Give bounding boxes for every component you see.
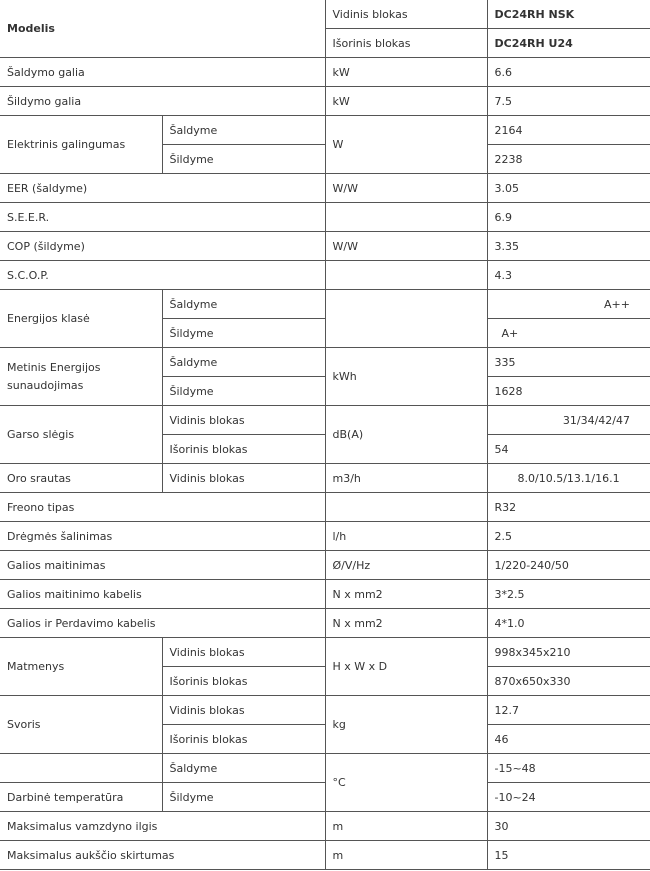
param-value: 46 (487, 725, 650, 754)
param-name: EER (šaldyme) (0, 174, 325, 203)
param-value: 3.35 (487, 232, 650, 261)
param-unit: m (325, 841, 487, 870)
param-unit: W/W (325, 174, 487, 203)
param-value: 2.5 (487, 522, 650, 551)
param-unit: m3/h (325, 464, 487, 493)
param-sub-label: Šildyme (162, 377, 325, 406)
param-name: Šaldymo galia (0, 58, 325, 87)
param-value: 8.0/10.5/13.1/16.1 (487, 464, 650, 493)
indoor-model-value: DC24RH NSK (487, 0, 650, 29)
param-name: Galios maitinimo kabelis (0, 580, 325, 609)
param-unit: l/h (325, 522, 487, 551)
param-name: Darbinė temperatūra (0, 783, 162, 812)
param-unit: kW (325, 87, 487, 116)
param-unit (325, 203, 487, 232)
param-sub-label: Šaldyme (162, 116, 325, 145)
param-value: R32 (487, 493, 650, 522)
param-unit: °C (325, 754, 487, 812)
param-name: Maksimalus vamzdyno ilgis (0, 812, 325, 841)
param-name: Metinis Energijos sunaudojimas (0, 348, 162, 406)
param-value: 3*2.5 (487, 580, 650, 609)
param-sub-label: Išorinis blokas (162, 667, 325, 696)
param-value: 4.3 (487, 261, 650, 290)
param-name: Energijos klasė (0, 290, 162, 348)
param-sub-label: Šildyme (162, 783, 325, 812)
param-name: Garso slėgis (0, 406, 162, 464)
param-name: Matmenys (0, 638, 162, 696)
param-name: Galios ir Perdavimo kabelis (0, 609, 325, 638)
param-unit (325, 290, 487, 348)
param-sub-label: Vidinis blokas (162, 464, 325, 493)
table-row (0, 696, 650, 725)
table-row (0, 261, 650, 290)
param-value: 335 (487, 348, 650, 377)
table-row (0, 203, 650, 232)
param-value: 2238 (487, 145, 650, 174)
table-row (0, 609, 650, 638)
table-row (0, 522, 650, 551)
param-unit: N x mm2 (325, 609, 487, 638)
param-value: 3.05 (487, 174, 650, 203)
table-row (0, 290, 650, 319)
param-name: Drėgmės šalinimas (0, 522, 325, 551)
table-row (0, 174, 650, 203)
param-unit: kg (325, 696, 487, 754)
param-name: Maksimalus aukščio skirtumas (0, 841, 325, 870)
model-header: Modelis (0, 0, 325, 58)
param-value: 15 (487, 841, 650, 870)
table-row (0, 493, 650, 522)
param-value: 31/34/42/47 (487, 406, 650, 435)
param-unit: kW (325, 58, 487, 87)
param-name-empty (0, 754, 162, 783)
param-unit: dB(A) (325, 406, 487, 464)
param-value: 1628 (487, 377, 650, 406)
indoor-unit-label: Vidinis blokas (325, 0, 487, 29)
param-name: Galios maitinimas (0, 551, 325, 580)
param-name: Elektrinis galingumas (0, 116, 162, 174)
param-name: Šildymo galia (0, 87, 325, 116)
param-name: S.C.O.P. (0, 261, 325, 290)
param-name: S.E.E.R. (0, 203, 325, 232)
param-unit: N x mm2 (325, 580, 487, 609)
param-sub-label: Vidinis blokas (162, 696, 325, 725)
table-row-model-indoor (0, 0, 650, 29)
param-unit: W/W (325, 232, 487, 261)
param-unit: Ø/V/Hz (325, 551, 487, 580)
param-sub-label: Išorinis blokas (162, 435, 325, 464)
param-value: -15~48 (487, 754, 650, 783)
param-value: A+ (487, 319, 650, 348)
table-row (0, 58, 650, 87)
param-unit: W (325, 116, 487, 174)
table-row (0, 116, 650, 145)
param-unit (325, 261, 487, 290)
outdoor-model-value: DC24RH U24 (487, 29, 650, 58)
table-row (0, 754, 650, 783)
param-value: 1/220-240/50 (487, 551, 650, 580)
table-row (0, 464, 650, 493)
param-value: 998x345x210 (487, 638, 650, 667)
param-value: A++ (487, 290, 650, 319)
table-row (0, 87, 650, 116)
param-value: 6.6 (487, 58, 650, 87)
table-row (0, 232, 650, 261)
param-sub-label: Vidinis blokas (162, 406, 325, 435)
param-unit: H x W x D (325, 638, 487, 696)
param-name: COP (šildyme) (0, 232, 325, 261)
param-unit (325, 493, 487, 522)
param-value: -10~24 (487, 783, 650, 812)
param-name: Svoris (0, 696, 162, 754)
param-value: 6.9 (487, 203, 650, 232)
outdoor-unit-label: Išorinis blokas (325, 29, 487, 58)
param-sub-label: Šildyme (162, 319, 325, 348)
param-value: 870x650x330 (487, 667, 650, 696)
param-name: Oro srautas (0, 464, 162, 493)
table-row (0, 812, 650, 841)
table-row (0, 580, 650, 609)
param-sub-label: Šaldyme (162, 290, 325, 319)
param-value: 7.5 (487, 87, 650, 116)
param-name: Freono tipas (0, 493, 325, 522)
param-sub-label: Išorinis blokas (162, 725, 325, 754)
param-value: 54 (487, 435, 650, 464)
table-row (0, 841, 650, 870)
table-row (0, 551, 650, 580)
param-sub-label: Šaldyme (162, 754, 325, 783)
table-row (0, 348, 650, 377)
param-value: 4*1.0 (487, 609, 650, 638)
param-value: 2164 (487, 116, 650, 145)
param-sub-label: Šildyme (162, 145, 325, 174)
table-row (0, 406, 650, 435)
param-sub-label: Šaldyme (162, 348, 325, 377)
param-sub-label: Vidinis blokas (162, 638, 325, 667)
param-unit: m (325, 812, 487, 841)
param-value: 30 (487, 812, 650, 841)
param-unit: kWh (325, 348, 487, 406)
table-row (0, 638, 650, 667)
param-value: 12.7 (487, 696, 650, 725)
